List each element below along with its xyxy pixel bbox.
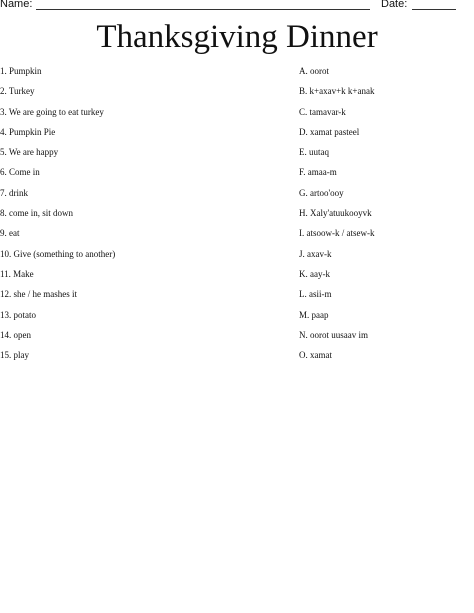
answer-item: L. asii-m	[299, 289, 332, 300]
answer-item: H. Xaly'atuukooyvk	[299, 208, 372, 219]
answer-item: F. amaa-m	[299, 167, 337, 178]
clue-item: 15. play	[0, 350, 29, 361]
answer-item: B. k+axav+k k+anak	[299, 86, 375, 97]
clue-item: 8. come in, sit down	[0, 208, 73, 219]
clue-item: 4. Pumpkin Pie	[0, 126, 56, 137]
clue-item: 1. Pumpkin	[0, 66, 42, 76]
answer-item: N. oorot uusaav im	[299, 329, 368, 340]
answer-item: E. uutaq	[299, 147, 329, 158]
answer-item: J. axav-k	[299, 248, 332, 259]
clue-item: 14. open	[0, 329, 31, 340]
clue-list	[0, 66, 280, 370]
clue-item: 5. We are happy	[0, 147, 59, 158]
answer-item: K. aay-k	[299, 268, 330, 279]
page-title: Thanksgiving Dinner	[96, 19, 378, 55]
date-label: Date:	[381, 0, 408, 10]
answer-item: M. paap	[299, 309, 329, 320]
answer-item: G. artoo'ooy	[299, 187, 344, 198]
clue-item: 2. Turkey	[0, 86, 35, 97]
clue-item: 3. We are going to eat turkey	[0, 106, 104, 117]
answer-item: A. oorot	[299, 66, 329, 76]
clue-item: 7. drink	[0, 187, 28, 198]
clue-item: 6. Come in	[0, 167, 40, 178]
answer-list	[299, 66, 474, 370]
answer-item: D. xamat pasteel	[299, 126, 360, 137]
date-field-line[interactable]	[412, 9, 456, 10]
clue-item: 9. eat	[0, 228, 20, 239]
answer-item: O. xamat	[299, 350, 332, 361]
clue-item: 12. she / he mashes it	[0, 289, 77, 300]
clue-item: 13. potato	[0, 309, 36, 320]
name-field-line[interactable]	[36, 9, 370, 10]
answer-item: C. tamavar-k	[299, 106, 346, 117]
header-row	[0, 0, 474, 14]
clue-item: 10. Give (something to another)	[0, 248, 116, 259]
answer-item: I. atsoow-k / atsew-k	[299, 228, 375, 239]
clue-item: 11. Make	[0, 268, 34, 279]
name-label: Name:	[0, 0, 33, 10]
